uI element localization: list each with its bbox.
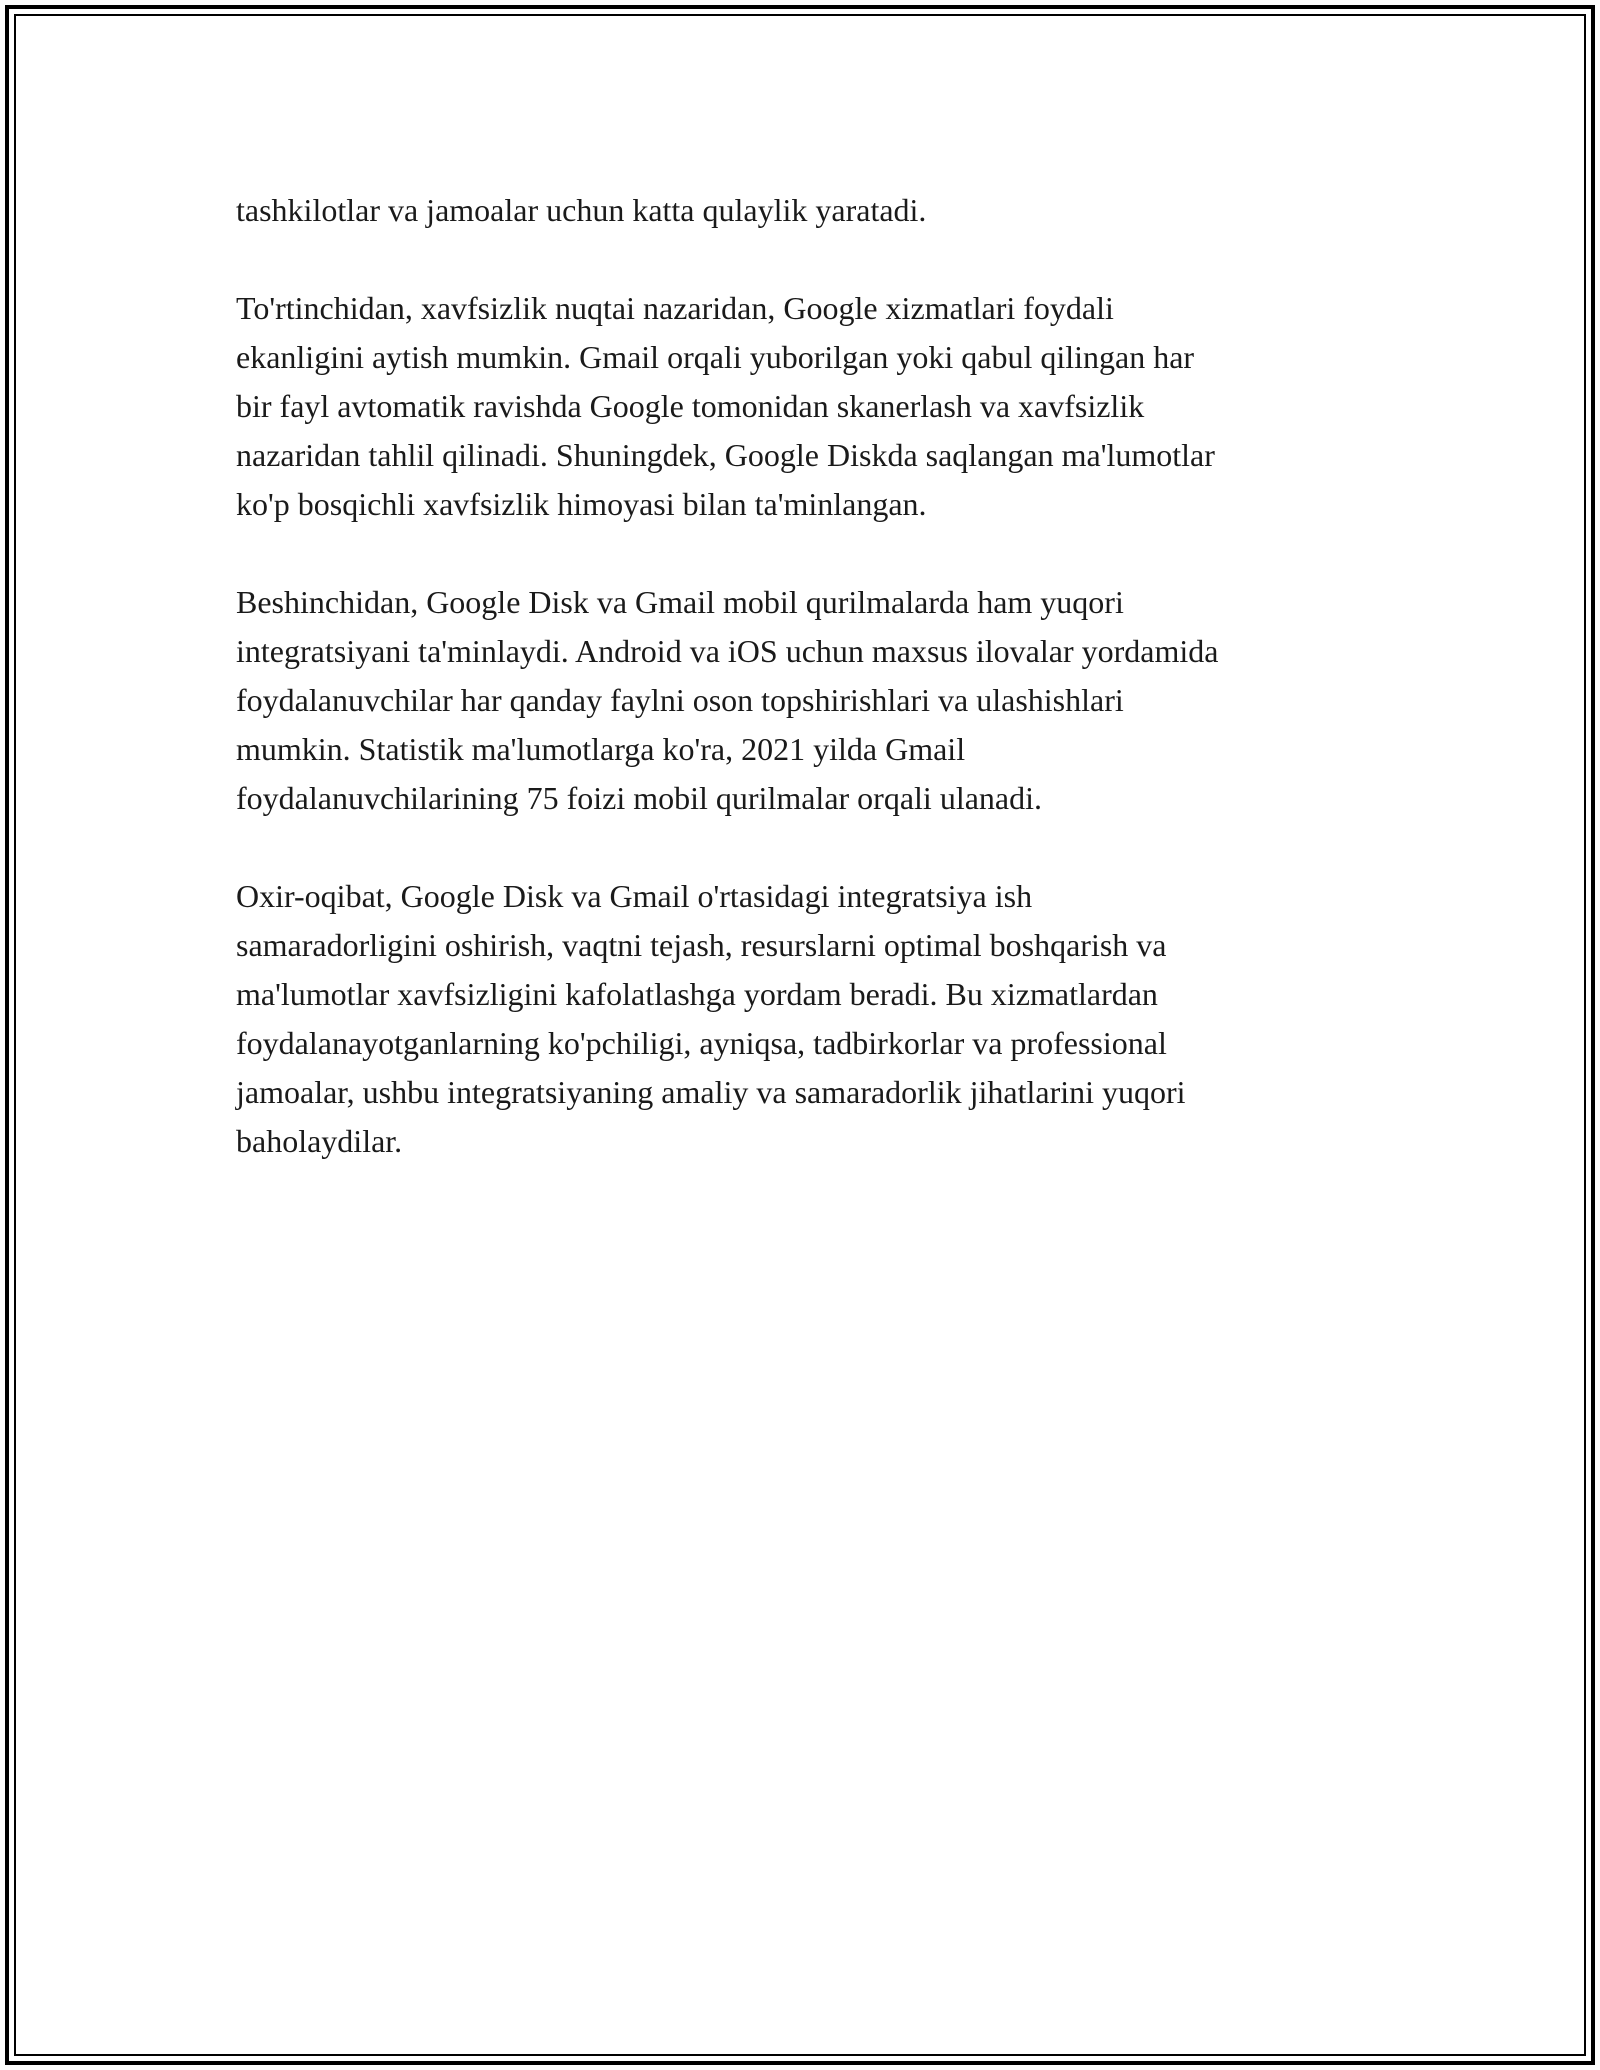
paragraph-3 [236,578,1376,823]
text-line: ma'lumotlar xavfsizligini kafolatlashga yordam beradi. Bu xizmatlardan [236,976,1158,1012]
text-line: nazaridan tahlil qilinadi. Shuningdek, Google Diskda saqlangan ma'lumotlar [236,437,1215,473]
text-line: Oxir-oqibat, Google Disk va Gmail o'rtasidagi integratsiya ish [236,878,1033,914]
paragraph-1 [236,186,1376,235]
paragraph-2 [236,284,1376,529]
text-line: foydalanayotganlarning ko'pchiligi, ayniqsa, tadbirkorlar va professional [236,1025,1167,1061]
text-line: jamoalar, ushbu integratsiyaning amaliy va samaradorlik jihatlarini yuqori [236,1074,1186,1110]
text-line: Beshinchidan, Google Disk va Gmail mobil qurilmalarda ham yuqori [236,584,1124,620]
text-line: bir fayl avtomatik ravishda Google tomonidan skanerlash va xavfsizlik [236,388,1145,424]
text-line: mumkin. Statistik ma'lumotlarga ko'ra, 2021 yilda Gmail [236,731,966,767]
text-line: ekanligini aytish mumkin. Gmail orqali yuborilgan yoki qabul qilingan har [236,339,1195,375]
text-line: integratsiyani ta'minlaydi. Android va iOS uchun maxsus ilovalar yordamida [236,633,1219,669]
text-line: tashkilotlar va jamoalar uchun katta qulaylik yaratadi. [236,192,927,228]
text-line: To'rtinchidan, xavfsizlik nuqtai nazaridan, Google xizmatlari foydali [236,290,1114,326]
text-line: samaradorligini oshirish, vaqtni tejash, resurslarni optimal boshqarish va [236,927,1167,963]
paragraph-4 [236,872,1376,1166]
document-body [236,186,1376,1215]
text-line: foydalanuvchilar har qanday faylni oson topshirishlari va ulashishlari [236,682,1124,718]
text-line: ko'p bosqichli xavfsizlik himoyasi bilan ta'minlangan. [236,486,927,522]
text-line: baholaydilar. [236,1123,403,1159]
text-line: foydalanuvchilarining 75 foizi mobil qurilmalar orqali ulanadi. [236,780,1042,816]
